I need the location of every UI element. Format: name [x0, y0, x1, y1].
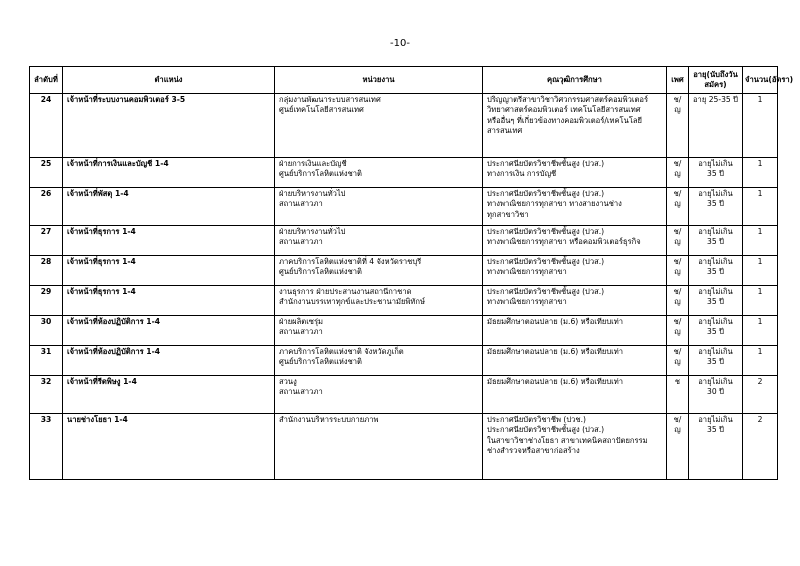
row-number: 25 [30, 158, 63, 188]
sex: ช/ญ [667, 226, 689, 256]
qualification-line: ประกาศนียบัตรวิชาชีพชั้นสูง (ปวส.) [487, 257, 605, 266]
age-requirement: อายุไม่เกิน 35 ปี [689, 226, 743, 256]
qualification [483, 414, 667, 480]
row-number: 28 [30, 256, 63, 286]
department-line: ศูนย์บริการโลหิตแห่งชาติ [279, 169, 362, 179]
qualification-line: ทางพาณิชยการทุกสาขา [487, 267, 567, 277]
department-line: ศูนย์เทคโนโลยีสารสนเทศ [279, 105, 364, 115]
quantity: 1 [743, 94, 778, 158]
row-number: 26 [30, 188, 63, 226]
department-line: ฝ่ายบริหารงานทั่วไป [279, 227, 346, 236]
qualification-line: ประกาศนียบัตรวิชาชีพชั้นสูง (ปวส.) [487, 189, 605, 198]
department-line: สวนงู [279, 377, 297, 386]
qualification [483, 376, 667, 414]
qualification [483, 346, 667, 376]
sex: ช/ญ [667, 414, 689, 480]
qualification [483, 316, 667, 346]
department [275, 376, 483, 414]
quantity: 2 [743, 376, 778, 414]
header-age [689, 67, 743, 94]
age-requirement: อายุไม่เกิน 35 ปี [689, 316, 743, 346]
header-no-line: ลำดับ [34, 74, 53, 84]
header-quantity [743, 67, 794, 94]
qualification-line: ทางการเงิน การบัญชี [487, 169, 557, 179]
qualification [483, 94, 667, 158]
quantity: 1 [743, 188, 778, 226]
qualification-line: สารสนเทศ [487, 125, 523, 135]
sex: ช/ญ [667, 158, 689, 188]
qualification [483, 158, 667, 188]
row-number: 32 [30, 376, 63, 414]
sex: ช [667, 376, 689, 414]
position-title: เจ้าหน้าที่ธุรการ 1-4 [63, 226, 275, 256]
department [275, 256, 483, 286]
header-unit: หน่วยงาน [275, 67, 483, 94]
qualification-line: ทางพาณิชยการทุกสาขา หรือคอมพิวเตอร์ธุรกิจ [487, 237, 641, 247]
position-title: เจ้าหน้าที่ห้องปฏิบัติการ 1-4 [63, 346, 275, 376]
qualification-line: ประกาศนียบัตรวิชาชีพชั้นสูง (ปวส.) [487, 227, 605, 236]
position-title: เจ้าหน้าที่ธุรการ 1-4 [63, 286, 275, 316]
position-title: เจ้าหน้าที่รีดพิษงู 1-4 [63, 376, 275, 414]
age-requirement: อายุไม่เกิน 35 ปี [689, 188, 743, 226]
department [275, 286, 483, 316]
qualification [483, 286, 667, 316]
department [275, 346, 483, 376]
row-number: 27 [30, 226, 63, 256]
age-requirement: อายุไม่เกิน 35 ปี [689, 414, 743, 480]
qualification-line: ปริญญาตรีสาขาวิชาวิศวกรรมศาสตร์คอมพิวเตอร์ [487, 95, 649, 104]
age-requirement: อายุไม่เกิน 30 ปี [689, 376, 743, 414]
age-requirement: อายุ 25-35 ปี [689, 94, 743, 158]
position-title: เจ้าหน้าที่ห้องปฏิบัติการ 1-4 [63, 316, 275, 346]
table-row [30, 188, 778, 226]
sex: ช/ญ [667, 188, 689, 226]
quantity: 2 [743, 414, 778, 480]
department-line: สถานเสาวภา [279, 387, 323, 397]
header-sex: เพศ [667, 67, 689, 94]
sex: ช/ญ [667, 94, 689, 158]
job-positions-table [29, 66, 794, 480]
quantity: 1 [743, 226, 778, 256]
position-title: เจ้าหน้าที่ระบบงานคอมพิวเตอร์ 3-5 [63, 94, 275, 158]
quantity: 1 [743, 256, 778, 286]
table-row [30, 226, 778, 256]
header-no [30, 67, 63, 94]
age-requirement: อายุไม่เกิน 35 ปี [689, 256, 743, 286]
age-requirement: อายุไม่เกิน 35 ปี [689, 346, 743, 376]
qualification-line: ในสาขาวิชาช่างโยธา สาขาเทคนิคสถาปัตยกรรม [487, 435, 648, 445]
header-age-line: อายุ [693, 69, 707, 79]
qualification-line: มัธยมศึกษาตอนปลาย (ม.6) หรือเทียบเท่า [487, 317, 624, 326]
header-no-line: ที่ [52, 74, 58, 84]
table-row [30, 158, 778, 188]
department [275, 188, 483, 226]
position-title: เจ้าหน้าที่ธุรการ 1-4 [63, 256, 275, 286]
table-row [30, 376, 778, 414]
department [275, 414, 483, 480]
department [275, 316, 483, 346]
row-number: 29 [30, 286, 63, 316]
age-requirement: อายุไม่เกิน 35 ปี [689, 286, 743, 316]
row-number: 31 [30, 346, 63, 376]
qualification-line: ประกาศนียบัตรวิชาชีพชั้นสูง (ปวส.) [487, 287, 605, 296]
row-number: 30 [30, 316, 63, 346]
department [275, 158, 483, 188]
sex: ช/ญ [667, 346, 689, 376]
department-line: ฝ่ายผลิตเซรุ่ม [279, 317, 324, 326]
sex: ช/ญ [667, 286, 689, 316]
table-row [30, 316, 778, 346]
qualification-line: ประกาศนียบัตรวิชาชีพชั้นสูง (ปวส.) [487, 159, 605, 168]
quantity: 1 [743, 158, 778, 188]
table-header-row [30, 67, 778, 94]
position-title: เจ้าหน้าที่การเงินและบัญชี 1-4 [63, 158, 275, 188]
department-line: งานธุรการ ฝ่ายประสานงานสถานีกาชาด [279, 287, 412, 296]
header-quantity-line: (อัตรา) [768, 74, 794, 84]
quantity: 1 [743, 346, 778, 376]
row-number: 33 [30, 414, 63, 480]
position-title: เจ้าหน้าที่พัสดุ 1-4 [63, 188, 275, 226]
age-requirement: อายุไม่เกิน 35 ปี [689, 158, 743, 188]
qualification-line: ทุกสาขาวิชา [487, 209, 529, 219]
department-line: สถานเสาวภา [279, 327, 323, 337]
qualification [483, 226, 667, 256]
qualification-line: ประกาศนียบัตรวิชาชีพ (ปวช.) [487, 415, 586, 424]
department-line: ฝ่ายการเงินและบัญชี [279, 159, 347, 168]
sex: ช/ญ [667, 256, 689, 286]
table-row [30, 286, 778, 316]
quantity: 1 [743, 316, 778, 346]
department-line: สถานเสาวภา [279, 199, 323, 209]
table-row [30, 346, 778, 376]
table-row [30, 256, 778, 286]
header-qualification: คุณวุฒิการศึกษา [483, 67, 667, 94]
header-position: ตำแหน่ง [63, 67, 275, 94]
qualification-line: มัธยมศึกษาตอนปลาย (ม.6) หรือเทียบเท่า [487, 347, 624, 356]
department-line: สถานเสาวภา [279, 237, 323, 247]
qualification [483, 188, 667, 226]
department-line: สำนักงานบริหารระบบกายภาพ [279, 415, 379, 424]
position-title: นายช่างโยธา 1-4 [63, 414, 275, 480]
department-line: ฝ่ายบริหารงานทั่วไป [279, 189, 346, 198]
sex: ช/ญ [667, 316, 689, 346]
header-age-line: (นับถึงวันสมัคร) [704, 69, 738, 89]
department-line: กลุ่มงานพัฒนาระบบสารสนเทศ [279, 95, 381, 104]
qualification-line: ประกาศนียบัตรวิชาชีพชั้นสูง (ปวส.) [487, 425, 605, 435]
qualification [483, 256, 667, 286]
department [275, 226, 483, 256]
quantity: 1 [743, 286, 778, 316]
header-quantity-line: จำนวน [745, 74, 769, 84]
qualification-line: ช่างสำรวจหรือสาขาก่อสร้าง [487, 445, 580, 455]
department-line: ภาคบริการโลหิตแห่งชาติ จังหวัดภูเก็ต [279, 347, 404, 356]
department-line: ศูนย์บริการโลหิตแห่งชาติ [279, 267, 362, 277]
qualification-line: มัธยมศึกษาตอนปลาย (ม.6) หรือเทียบเท่า [487, 377, 624, 386]
table-row [30, 414, 778, 480]
department-line: ภาคบริการโลหิตแห่งชาติที่ 4 จังหวัดราชบุรี [279, 257, 422, 266]
qualification-line: หรืออื่นๆ ที่เกี่ยวข้องทางคอมพิวเตอร์/เทคโนโลยี [487, 115, 643, 125]
qualification-line: ทางพาณิชยการทุกสาขา [487, 297, 567, 307]
department-line: สำนักงานบรรเทาทุกข์และประชานามัยพิทักษ์ [279, 297, 426, 307]
row-number: 24 [30, 94, 63, 158]
department-line: ศูนย์บริการโลหิตแห่งชาติ [279, 357, 362, 367]
department [275, 94, 483, 158]
qualification-line: วิทยาศาสตร์คอมพิวเตอร์ เทคโนโลยีสารสนเทศ [487, 105, 641, 115]
page-number: -10- [390, 38, 410, 49]
qualification-line: ทางพาณิชยการทุกสาขา ทางสายงานช่าง [487, 199, 622, 209]
table-row [30, 94, 778, 158]
